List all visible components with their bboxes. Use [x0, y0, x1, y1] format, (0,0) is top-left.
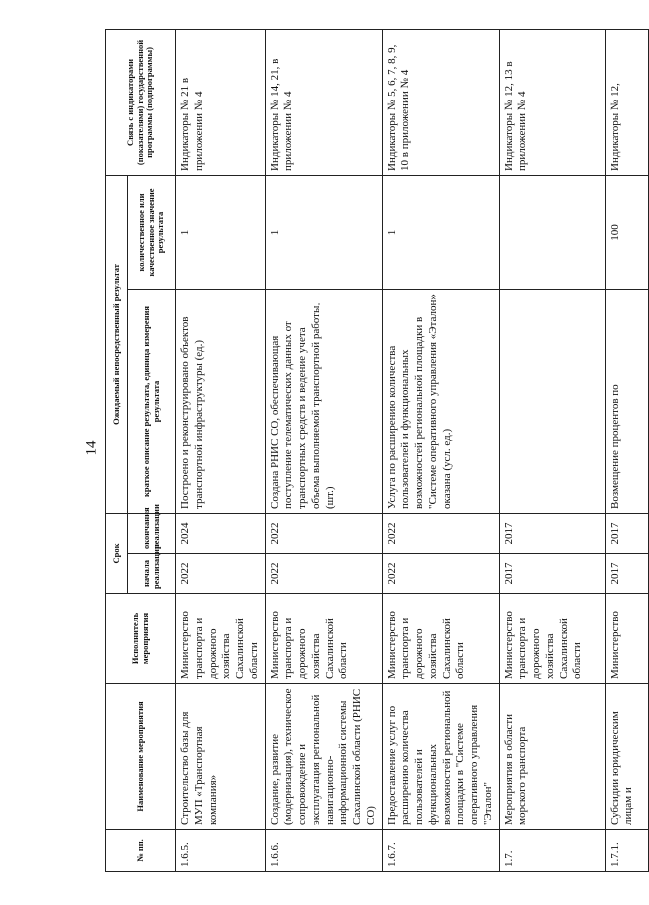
row-start: 2022 — [176, 554, 266, 594]
row-end: 2022 — [265, 513, 382, 553]
page-number: 14 — [83, 440, 100, 456]
row-num: 1.6.6. — [265, 830, 382, 872]
row-indicators: Индикаторы № 21 в приложении № 4 — [176, 29, 266, 175]
table-viewport — [105, 30, 635, 872]
header-result: Ожидаемый непосредственный результат — [106, 175, 128, 513]
row-result-desc: Услуга по расширению количества пользователей и функциональных возможностей региональной площадки в "Системе оперативного управления «Эталон» оказана (усл. ед.) — [382, 289, 499, 513]
row-result-value — [499, 175, 605, 289]
row-result-desc: Построено и реконструировано объектов транспортной инфраструктуры (ед.) — [176, 289, 266, 513]
row-num: 1.7. — [499, 830, 605, 872]
row-start: 2022 — [265, 554, 382, 594]
row-name: Субсидии юридическим лицам и — [605, 684, 648, 830]
row-result-value: 1 — [382, 175, 499, 289]
row-result-desc: Создана РНИС СО, обеспечивающая поступление телематических данных от транспортных средств и ведение учета объема выполняемой транспортной работы (шт.) — [265, 289, 382, 513]
header-indicators: Связь с индикаторами (показателями) государственной программы (подпрограммы) — [106, 29, 176, 175]
header-term-end: окончания реализации — [128, 513, 176, 553]
row-end: 2022 — [382, 513, 499, 553]
header-term-start: начала реализации — [128, 554, 176, 594]
row-num: 1.6.7. — [382, 830, 499, 872]
row-indicators: Индикаторы № 12, — [605, 29, 648, 175]
header-term: Срок — [106, 513, 128, 593]
row-result-desc: Возмещение процентов по — [605, 289, 648, 513]
row-num: 1.6.5. — [176, 830, 266, 872]
row-end: 2017 — [605, 513, 648, 553]
header-name: Наименование мероприятия — [106, 684, 176, 830]
table-row — [499, 29, 605, 871]
row-end: 2024 — [176, 513, 266, 553]
row-result-value: 1 — [176, 175, 266, 289]
table-row — [605, 29, 648, 871]
row-indicators: Индикаторы № 14, 21, в приложении № 4 — [265, 29, 382, 175]
events-table — [105, 29, 649, 872]
header-row-1 — [106, 29, 128, 871]
row-start: 2022 — [382, 554, 499, 594]
row-end: 2017 — [499, 513, 605, 553]
row-start: 2017 — [605, 554, 648, 594]
row-executor: Министерство — [605, 594, 648, 684]
header-num: № пп. — [106, 830, 176, 872]
row-result-value: 100 — [605, 175, 648, 289]
row-result-desc — [499, 289, 605, 513]
table-row — [176, 29, 266, 871]
row-name: Создание, развитие (модернизация), техническое сопровождение и эксплуатация региональной навигационно-информационной системы Сахалинской области (РНИС СО) — [265, 684, 382, 830]
header-result-desc: краткое описание результата, единица измерения результата — [128, 289, 176, 513]
row-indicators: Индикаторы № 5, 6, 7, 8, 9, 10 в приложении № 4 — [382, 29, 499, 175]
rotated-table-frame — [105, 30, 635, 872]
table-row — [265, 29, 382, 871]
row-name: Строительство базы для МУП «Транспортная компания» — [176, 684, 266, 830]
row-name: Мероприятия в области морского транспорта — [499, 684, 605, 830]
row-executor: Министерство транспорта и дорожного хозяйства Сахалинской области — [382, 594, 499, 684]
table-row — [382, 29, 499, 871]
row-executor: Министерство транспорта и дорожного хозяйства Сахалинской области — [176, 594, 266, 684]
header-executor: Исполнитель мероприятия — [106, 594, 176, 684]
row-executor: Министерство транспорта и дорожного хозяйства Сахалинской области — [265, 594, 382, 684]
row-name: Предоставление услуг по расширению количества пользователей и функциональных возможностей региональной площадки в "Системе оперативного управления "Эталон" — [382, 684, 499, 830]
row-num: 1.7.1. — [605, 830, 648, 872]
row-result-value: 1 — [265, 175, 382, 289]
row-indicators: Индикаторы № 12, 13 в приложении № 4 — [499, 29, 605, 175]
row-executor: Министерство транспорта и дорожного хозяйства Сахалинской области — [499, 594, 605, 684]
header-result-value: количественное или качественное значение результата — [128, 175, 176, 289]
row-start: 2017 — [499, 554, 605, 594]
